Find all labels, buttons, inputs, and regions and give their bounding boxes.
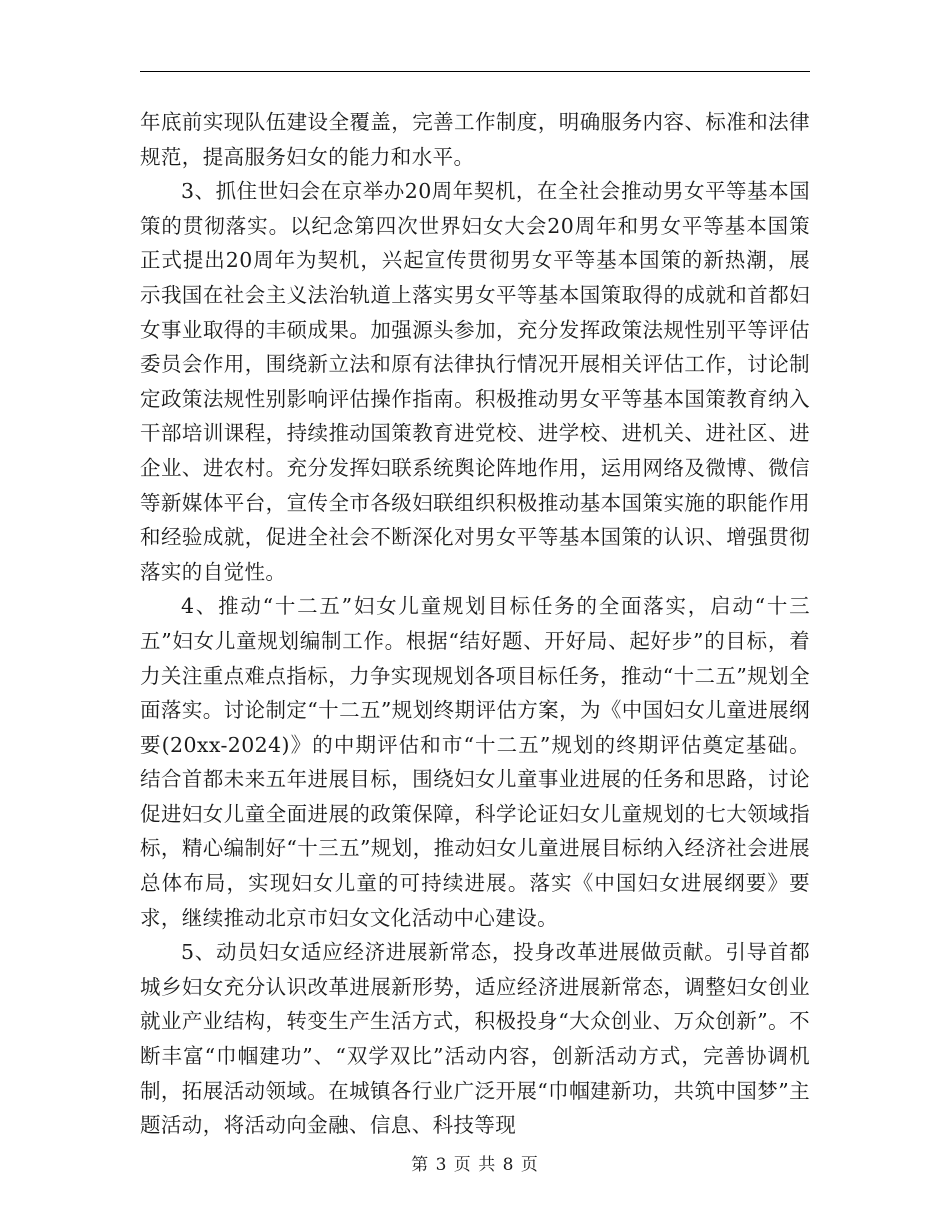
paragraph-item-4: 4、推动“十二五”妇女儿童规划目标任务的全面落实，启动“十三五”妇女儿童规划编制工作。根据“结好题、开好局、起好步”的目标，着力关注重点难点指标，力争实现规划各项目标任务，推动“十二五”规划全面落实。讨论制定“十二五”规划终期评估方案，为《中国妇女儿童进展纲要(20xx-2024)》的中期评估和市“十二五”规划的终期评估奠定基础。结合首都未来五年进展目标，围绕妇女儿童事业进展的任务和思路，讨论促进妇女儿童全面进展的政策保障，科学论证妇女儿童规划的七大领域指标，精心编制好“十三五”规划，推动妇女儿童进展目标纳入经济社会进展总体布局，实现妇女儿童的可持续进展。落实《中国妇女进展纲要》要求，继续推动北京市妇女文化活动中心建设。 — [140, 594, 810, 930]
page-number: 第 3 页 共 8 页 — [411, 1155, 539, 1175]
document-body — [140, 105, 810, 1143]
paragraph-item-3: 3、抓住世妇会在京举办20周年契机，在全社会推动男女平等基本国策的贯彻落实。以纪念第四次世界妇女大会20周年和男女平等基本国策正式提出20周年为契机，兴起宣传贯彻男女平等基本国策的新热潮，展示我国在社会主义法治轨道上落实男女平等基本国策取得的成就和首都妇女事业取得的丰硕成果。加强源头参加，充分发挥政策法规性别平等评估委员会作用，围绕新立法和原有法律执行情况开展相关评估工作，讨论制定政策法规性别影响评估操作指南。积极推动男女平等基本国策教育纳入干部培训课程，持续推动国策教育进党校、进学校、进机关、进社区、进企业、进农村。充分发挥妇联系统舆论阵地作用，运用网络及微博、微信等新媒体平台，宣传全市各级妇联组织积极推动基本国策实施的职能作用和经验成就，促进全社会不断深化对男女平等基本国策的认识、增强贯彻落实的自觉性。 — [140, 179, 810, 584]
paragraph-item-5: 5、动员妇女适应经济进展新常态，投身改革进展做贡献。引导首都城乡妇女充分认识改革进展新形势，适应经济进展新常态，调整妇女创业就业产业结构，转变生产生活方式，积极投身“大众创业、万众创新”。不断丰富“巾帼建功”、“双学双比”活动内容，创新活动方式，完善协调机制，拓展活动领域。在城镇各行业广泛开展“巾帼建新功，共筑中国梦”主题活动，将活动向金融、信息、科技等现 — [140, 940, 810, 1138]
header-rule — [140, 71, 810, 72]
paragraph-continuation: 年底前实现队伍建设全覆盖，完善工作制度，明确服务内容、标准和法律规范，提高服务妇女的能力和水平。 — [140, 110, 810, 169]
